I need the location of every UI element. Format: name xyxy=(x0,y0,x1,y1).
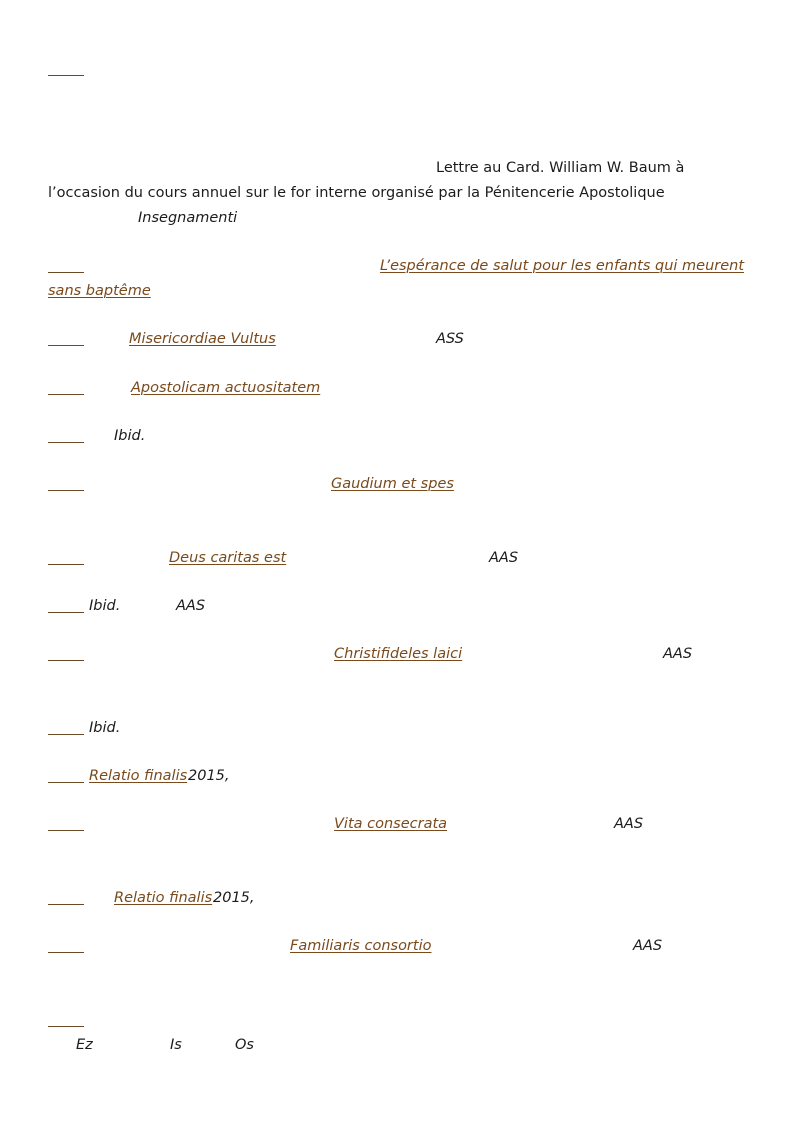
footnote-rule xyxy=(48,394,84,395)
footnote-rule xyxy=(48,272,84,273)
footnote-rule xyxy=(48,904,84,905)
footnote-source: Insegnamenti xyxy=(138,210,238,226)
scripture-ref: Os xyxy=(235,1037,254,1053)
footnote-link[interactable]: Apostolicam actuositatem xyxy=(131,380,321,396)
footnote-rule xyxy=(48,490,84,491)
footnote-link[interactable]: sans baptême xyxy=(48,283,151,299)
scripture-ref: Ez xyxy=(76,1037,93,1053)
footnote-rule xyxy=(48,612,84,613)
footnote-journal: ASS xyxy=(436,331,464,347)
footnote-link[interactable]: Relatio finalis xyxy=(114,890,213,906)
scripture-ref: Is xyxy=(170,1037,182,1053)
footnote-journal: AAS xyxy=(633,938,663,954)
footnote-text: 2015, xyxy=(188,768,230,784)
footnote-text: Ibid. xyxy=(114,428,146,444)
footnote-text: Ibid. xyxy=(89,720,121,736)
footnote-rule xyxy=(48,564,84,565)
footnote-rule xyxy=(48,782,84,783)
footnote-rule xyxy=(48,1026,84,1027)
footnote-rule xyxy=(48,345,84,346)
footnote-link[interactable]: Misericordiae Vultus xyxy=(129,331,276,347)
footnote-link[interactable]: Christifideles laici xyxy=(334,646,463,662)
footnote-text: l’occasion du cours annuel sur le for interne organisé par la Pénitencerie Apostolique xyxy=(48,185,665,201)
footnote-link[interactable]: Deus caritas est xyxy=(169,550,287,566)
footnote-link[interactable]: Familiaris consortio xyxy=(290,938,432,954)
footnote-rule xyxy=(48,734,84,735)
footnote-text: Lettre au Card. William W. Baum à xyxy=(436,160,685,176)
footnote-text: Ibid. xyxy=(89,598,121,614)
footnote-journal: AAS xyxy=(489,550,519,566)
footnote-journal: AAS xyxy=(176,598,206,614)
footnote-link[interactable]: L’espérance de salut pour les enfants qui meurent xyxy=(380,258,745,274)
footnote-link[interactable]: Relatio finalis xyxy=(89,768,188,784)
footnote-rule xyxy=(48,660,84,661)
footnote-rule xyxy=(48,952,84,953)
footnote-text: 2015, xyxy=(213,890,255,906)
footnote-rule xyxy=(48,830,84,831)
footnote-link[interactable]: Vita consecrata xyxy=(334,816,448,832)
footnote-journal: AAS xyxy=(614,816,644,832)
footnote-journal: AAS xyxy=(663,646,693,662)
footnote-rule xyxy=(48,75,84,76)
footnote-link[interactable]: Gaudium et spes xyxy=(331,476,454,492)
footnote-rule xyxy=(48,442,84,443)
